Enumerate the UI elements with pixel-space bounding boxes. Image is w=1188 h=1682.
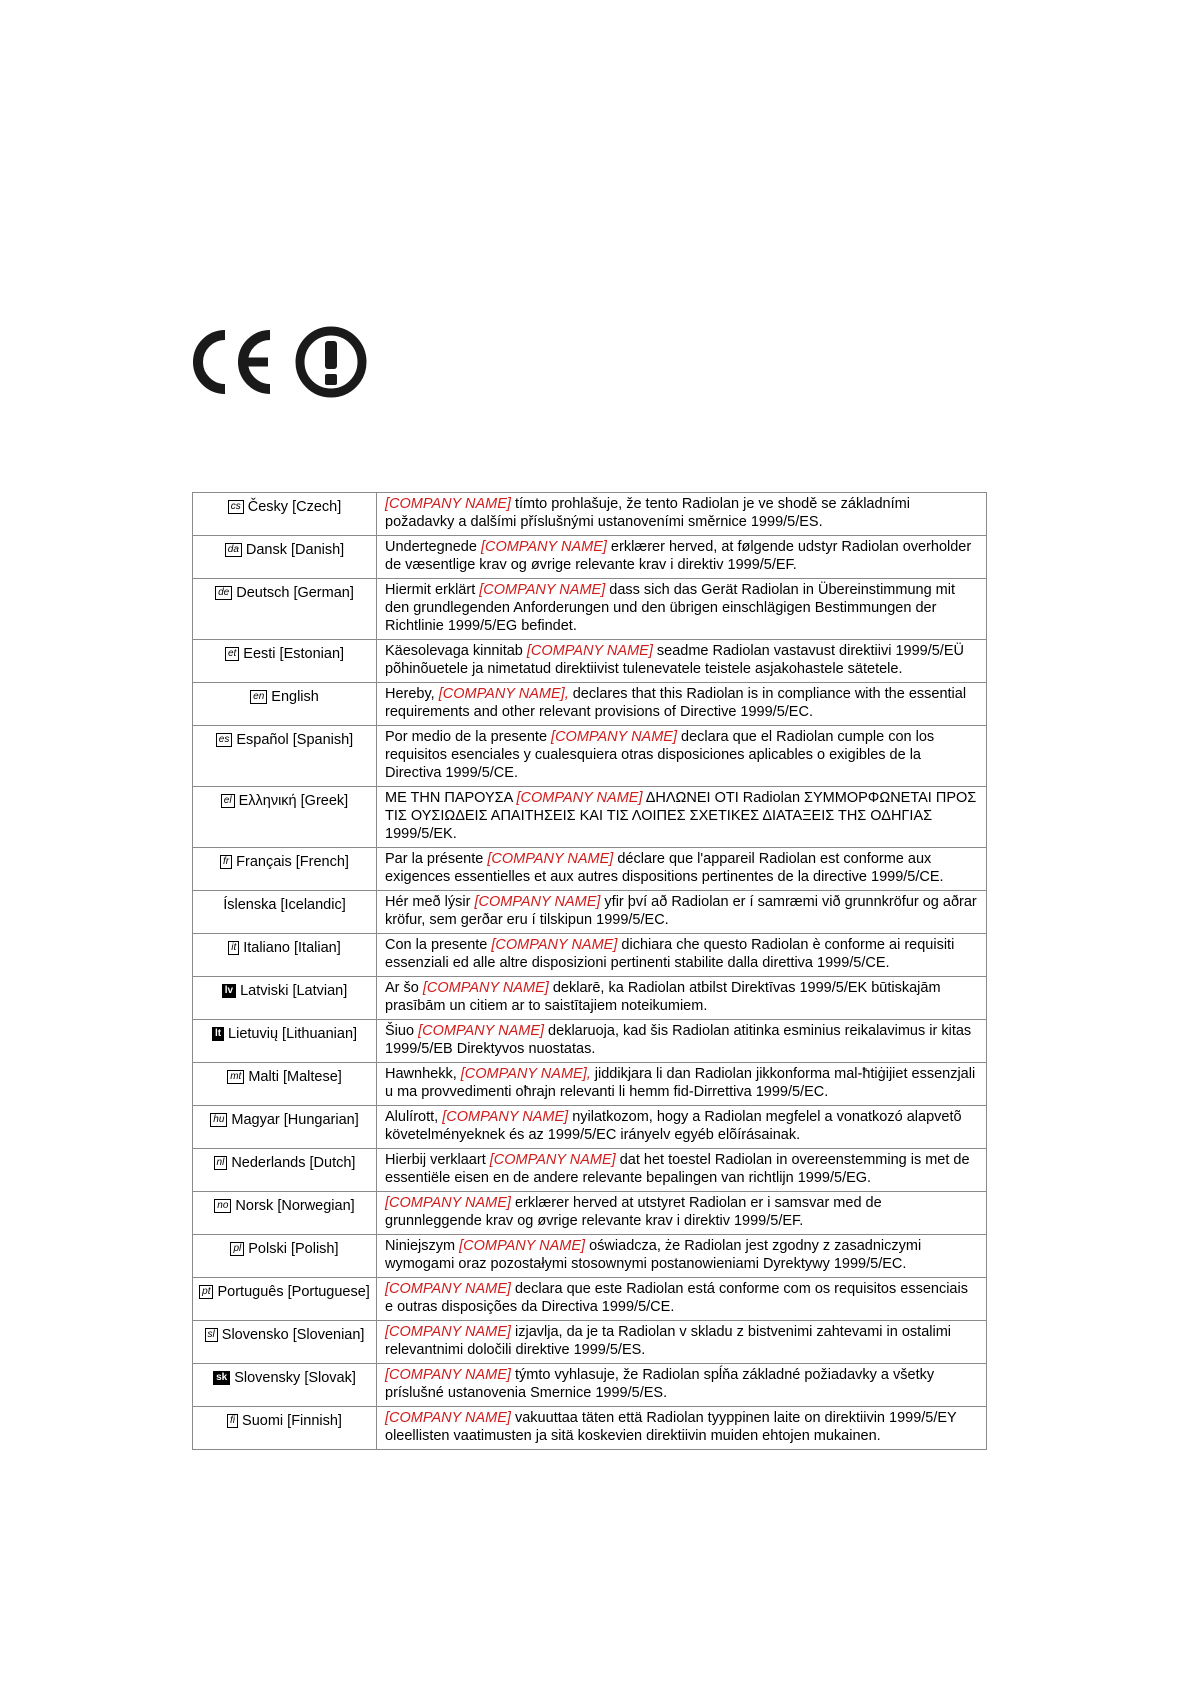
declaration-text-after: dichiara che questo Radiolan è conforme ai requisiti essenziali ed alle altre disposizioni pertinenti stabilite dalla direttiva 1999/5/CE. [385,937,955,971]
language-code-icon: lt [212,1027,224,1041]
language-cell [193,891,377,934]
language-name: Nederlands [Dutch] [231,1155,356,1171]
declaration-row [193,977,987,1020]
language-cell [193,1106,377,1149]
language-cell [193,1407,377,1450]
language-cell [193,579,377,640]
language-code-icon: no [214,1199,231,1213]
company-name-placeholder: [COMPANY NAME] [459,1238,586,1254]
declaration-text-after: oświadcza, że Radiolan jest zgodny z zasadniczymi wymogami oraz pozostałymi stosownymi postanowieniami Dyrektywy 1999/5/EC. [385,1238,922,1272]
declaration-text-before: Ar šo [385,980,423,996]
company-name-placeholder: [COMPANY NAME] [418,1023,545,1039]
language-cell [193,977,377,1020]
declaration-row [193,1278,987,1321]
declaration-row [193,579,987,640]
declaration-text [377,1364,987,1407]
company-name-placeholder: [COMPANY NAME] [385,1281,511,1297]
declaration-text [377,1407,987,1450]
language-cell [193,683,377,726]
language-name: Ελληνική [Greek] [238,793,349,809]
declaration-text [377,934,987,977]
language-cell [193,536,377,579]
language-name: Français [French] [236,854,349,870]
declaration-row [193,1407,987,1450]
declaration-text-before: Niniejszym [385,1238,460,1254]
company-name-placeholder: [COMPANY NAME] [422,980,549,996]
declaration-text-after: tímto prohlašuje, že tento Radiolan je ve shodě se základními požadavky a dalšími příslušnými ustanoveními směrnice 1999/5/ES. [385,496,910,530]
declaration-text [377,536,987,579]
language-code-icon: fr [220,855,232,869]
declaration-text [377,787,987,848]
declaration-text [377,1192,987,1235]
declaration-text [377,1106,987,1149]
declaration-row [193,1321,987,1364]
language-name: Português [Portuguese] [217,1284,370,1300]
declaration-text-before: Par la présente [385,851,488,867]
language-cell [193,1149,377,1192]
language-name: Lietuvių [Lithuanian] [228,1026,358,1042]
language-code-icon: sl [205,1328,218,1342]
language-code-icon: el [221,794,235,808]
language-name: Magyar [Hungarian] [231,1112,359,1128]
language-code-icon: fi [227,1414,238,1428]
declaration-row [193,536,987,579]
declaration-text-before: Hawnhekk, [385,1066,461,1082]
language-code-icon: cs [228,500,244,514]
language-code-icon: it [228,941,239,955]
company-name-placeholder: [COMPANY NAME] [551,729,678,745]
language-cell [193,1063,377,1106]
language-name: Español [Spanish] [236,732,354,748]
conformity-marks [192,325,368,399]
language-cell [193,726,377,787]
declaration-text-after: vakuuttaa täten että Radiolan tyyppinen laite on direktiivin 1999/5/EY oleellisten vaatimusten ja sitä koskevien direktiivin muiden ehtojen mukainen. [385,1410,957,1444]
company-name-placeholder: [COMPANY NAME] [526,643,653,659]
declaration-text-before: Por medio de la presente [385,729,552,745]
declaration-text-before: Hiermit erklärt [385,582,480,598]
declaration-text-after: týmto vyhlasuje, že Radiolan spĺňa základné požiadavky a všetky príslušné ustanovenia Smernice 1999/5/ES. [385,1367,935,1401]
language-name: Slovensko [Slovenian] [221,1327,365,1343]
language-code-icon: da [225,543,242,557]
company-name-placeholder: [COMPANY NAME] [487,851,614,867]
company-name-placeholder: [COMPANY NAME] [480,539,607,555]
ce-mark-icon [192,329,278,395]
declaration-text-after: dass sich das Gerät Radiolan in Übereinstimmung mit den grundlegenden Anforderungen und den übrigen einschlägigen Bestimmungen der Richtlinie 1999/5/EG befindet. [385,582,955,634]
declaration-row [193,934,987,977]
company-name-placeholder: [COMPANY NAME] [442,1109,569,1125]
declaration-text-before: Con la presente [385,937,492,953]
company-name-placeholder: [COMPANY NAME] [479,582,606,598]
declaration-row [193,1192,987,1235]
declaration-text-after: declara que el Radiolan cumple con los requisitos esenciales y cualesquiera otras disposiciones aplicables o exigibles de la Directiva 1999/5/CE. [385,729,935,781]
declaration-text [377,1321,987,1364]
declaration-row [193,1063,987,1106]
language-name: Česky [Czech] [247,499,342,515]
declaration-text-after: deklaruoja, kad šis Radiolan atitinka esminius reikalavimus ir kitas 1999/5/EB Direktyvos nuostatas. [385,1023,972,1057]
declaration-text-before: ΜΕ ΤΗΝ ΠΑΡΟΥΣΑ [385,790,517,806]
declaration-row [193,848,987,891]
language-cell [193,787,377,848]
language-cell [193,493,377,536]
language-name: Polski [Polish] [248,1241,339,1257]
declaration-text-after: nyilatkozom, hogy a Radiolan megfelel a vonatkozó alapvetõ követelményeknek és az 1999/5/EC irányelv egyéb elõírásainak. [385,1109,962,1143]
language-cell [193,1192,377,1235]
declaration-text [377,640,987,683]
language-name: Italiano [Italian] [243,940,341,956]
company-name-placeholder: [COMPANY NAME] [489,1152,616,1168]
alert-mark-icon [294,325,368,399]
declaration-text-after: erklærer herved, at følgende udstyr Radiolan overholder de væsentlige krav og øvrige relevante krav i direktiv 1999/5/EF. [385,539,972,573]
declaration-text [377,1278,987,1321]
company-name-placeholder: [COMPANY NAME] [385,1195,511,1211]
language-cell [193,1020,377,1063]
language-cell [193,1235,377,1278]
declaration-text-before: Hierbij verklaart [385,1152,490,1168]
language-name: Deutsch [German] [236,585,354,601]
declaration-row [193,1364,987,1407]
declaration-row [193,1235,987,1278]
language-name: Íslenska [Icelandic] [223,897,346,913]
language-name: English [271,689,319,705]
language-cell [193,640,377,683]
language-name: Slovensky [Slovak] [234,1370,356,1386]
company-name-placeholder: [COMPANY NAME] [491,937,618,953]
declaration-row [193,640,987,683]
company-name-placeholder: [COMPANY NAME] [385,1410,511,1426]
language-name: Malti [Maltese] [248,1069,342,1085]
declaration-text-after: erklærer herved at utstyret Radiolan er i samsvar med de grunnleggende krav og øvrige relevante krav i direktiv 1999/5/EF. [385,1195,882,1229]
language-code-icon: pl [230,1242,244,1256]
language-code-icon: nl [214,1156,228,1170]
declaration-text [377,1235,987,1278]
language-code-icon: lv [222,984,236,998]
declaration-text-after: seadme Radiolan vastavust direktiivi 1999/5/EÜ põhinõuetele ja nimetatud direktiivist tulenevatele teistele asjakohastele sätetele. [385,643,964,677]
declaration-text [377,1020,987,1063]
declaration-row [193,891,987,934]
language-code-icon: hu [210,1113,227,1127]
company-name-placeholder: [COMPANY NAME] [474,894,601,910]
declaration-row [193,787,987,848]
declaration-text-before: Hér með lýsir [385,894,475,910]
company-name-placeholder: [COMPANY NAME] [385,1324,511,1340]
declaration-text [377,493,987,536]
declaration-row [193,1020,987,1063]
declaration-text-after: déclare que l'appareil Radiolan est conforme aux exigences essentielles et aux autres dispositions pertinentes de la directive 1999/5/CE. [385,851,944,885]
declaration-text-after: jiddikjara li dan Radiolan jikkonforma mal-ħtiġijiet essenzjali u ma provvedimenti oħrajn relevanti li hemm fid-Dirrettiva 1999/5/EC. [385,1066,976,1100]
declaration-text [377,579,987,640]
language-name: Latviski [Latvian] [240,983,348,999]
declaration-row [193,726,987,787]
declaration-text [377,1063,987,1106]
declaration-text-after: declares that this Radiolan is in compliance with the essential requirements and other relevant provisions of Directive 1999/5/EC. [385,686,967,720]
language-code-icon: es [216,733,233,747]
language-cell [193,1364,377,1407]
declaration-table [192,492,987,1450]
declaration-text-before: Šiuo [385,1023,419,1039]
declaration-text [377,891,987,934]
company-name-placeholder: [COMPANY NAME] [385,496,511,512]
language-name: Norsk [Norwegian] [235,1198,355,1214]
declaration-text [377,1149,987,1192]
declaration-text-before: Käesolevaga kinnitab [385,643,527,659]
declaration-text [377,977,987,1020]
declaration-text-after: yfir því að Radiolan er í samræmi við grunnkröfur og aðrar kröfur, sem gerðar eru í tilskipun 1999/5/EC. [385,894,977,928]
language-code-icon: mt [227,1070,244,1084]
declaration-text [377,683,987,726]
declaration-row [193,683,987,726]
company-name-placeholder: [COMPANY NAME] [516,790,643,806]
declaration-text [377,848,987,891]
language-code-icon: de [215,586,232,600]
declaration-text-before: Hereby, [385,686,439,702]
language-code-icon: et [225,647,239,661]
declaration-text-before: Alulírott, [385,1109,443,1125]
company-name-placeholder: [COMPANY NAME] [385,1367,511,1383]
declaration-text-after: dat het toestel Radiolan in overeenstemming is met de essentiële eisen en de andere relevante bepalingen van richtlijn 1999/5/EG. [385,1152,970,1186]
declaration-text-before: Undertegnede [385,539,481,555]
language-code-icon: sk [213,1371,230,1385]
language-name: Eesti [Estonian] [243,646,345,662]
language-code-icon: pt [199,1285,213,1299]
company-name-placeholder: [COMPANY NAME], [460,1066,591,1082]
language-cell [193,1278,377,1321]
language-name: Dansk [Danish] [245,542,345,558]
language-name: Suomi [Finnish] [242,1413,342,1429]
company-name-placeholder: [COMPANY NAME], [438,686,569,702]
declaration-row [193,493,987,536]
language-cell [193,1321,377,1364]
declaration-text-after: deklarē, ka Radiolan atbilst Direktīvas 1999/5/EK būtiskajām prasībām un citiem ar to saistītajiem noteikumiem. [385,980,941,1014]
declaration-text-after: declara que este Radiolan está conforme com os requisitos essenciais e outras disposições da Directiva 1999/5/CE. [385,1281,968,1315]
declaration-text-after: izjavlja, da je ta Radiolan v skladu z bistvenimi zahtevami in ostalimi relevantnimi določili direktive 1999/5/ES. [385,1324,951,1358]
language-code-icon: en [250,690,267,704]
declaration-row [193,1149,987,1192]
language-cell [193,848,377,891]
language-cell [193,934,377,977]
declaration-row [193,1106,987,1149]
declaration-text-after: ΔΗΛΩΝΕΙ ΟΤΙ Radiolan ΣΥΜΜΟΡΦΩΝΕΤΑΙ ΠΡΟΣ ΤΙΣ ΟΥΣΙΩΔΕΙΣ ΑΠΑΙΤΗΣΕΙΣ ΚΑΙ ΤΙΣ ΛΟΙΠΕΣ ΣΧΕΤΙΚΕΣ ΔΙΑΤΑΞΕΙΣ ΤΗΣ ΟΔΗΓΙΑΣ 1999/5/ΕΚ. [385,790,977,842]
declaration-text [377,726,987,787]
